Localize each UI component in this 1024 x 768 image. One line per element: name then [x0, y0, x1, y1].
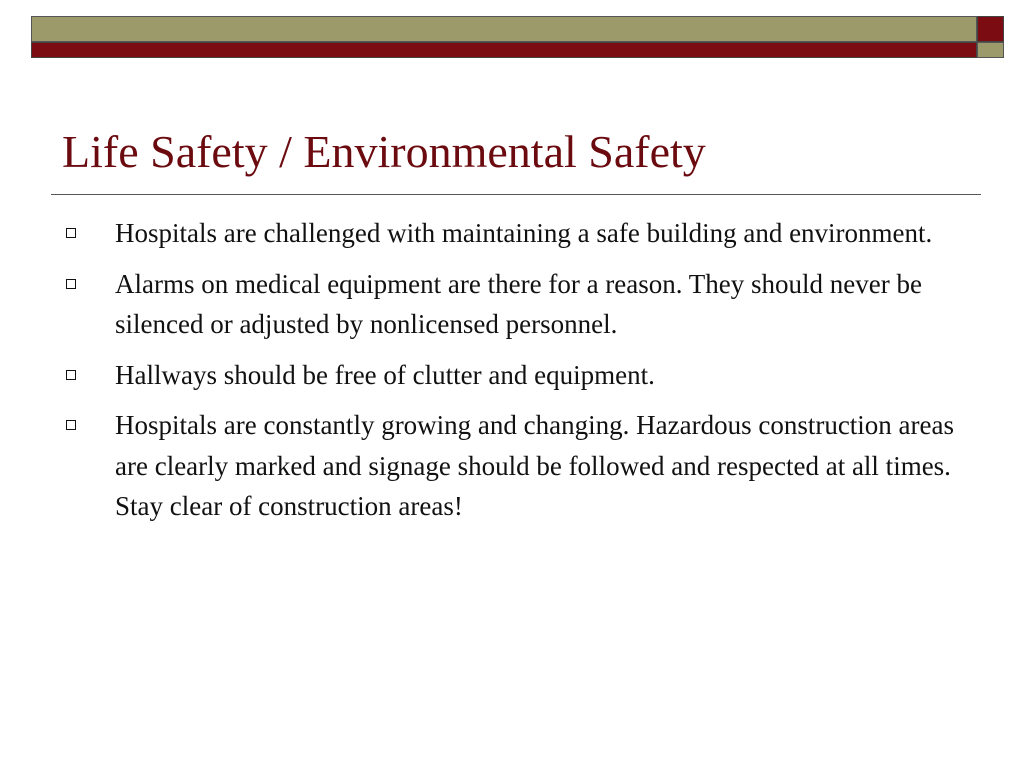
slide-title: Life Safety / Environmental Safety — [62, 126, 706, 177]
header-square-maroon — [977, 16, 1004, 42]
header-bar-olive — [31, 16, 977, 42]
hollow-square-icon — [66, 228, 76, 238]
hollow-square-icon — [66, 370, 76, 380]
bullet-list — [60, 213, 970, 537]
header-bar-maroon — [31, 42, 977, 58]
bullet-item — [60, 264, 970, 345]
bullet-item — [60, 355, 970, 396]
header-square-olive — [977, 42, 1004, 58]
bullet-item — [60, 405, 970, 527]
hollow-square-icon — [66, 279, 76, 289]
bullet-text: Hospitals are challenged with maintaining a safe building and environment. — [115, 218, 933, 248]
bullet-text: Alarms on medical equipment are there for a reason. They should never be silenced or adjusted by nonlicensed personnel. — [115, 268, 922, 339]
bullet-text: Hallways should be free of clutter and equipment. — [115, 359, 655, 390]
bullet-item — [60, 213, 970, 254]
hollow-square-icon — [66, 420, 76, 430]
title-divider — [51, 194, 981, 195]
bullet-text: Hospitals are constantly growing and changing. Hazardous construction areas are clearly marked and signage should be followed and respected at all times. Stay clear of construction areas! — [115, 410, 955, 521]
